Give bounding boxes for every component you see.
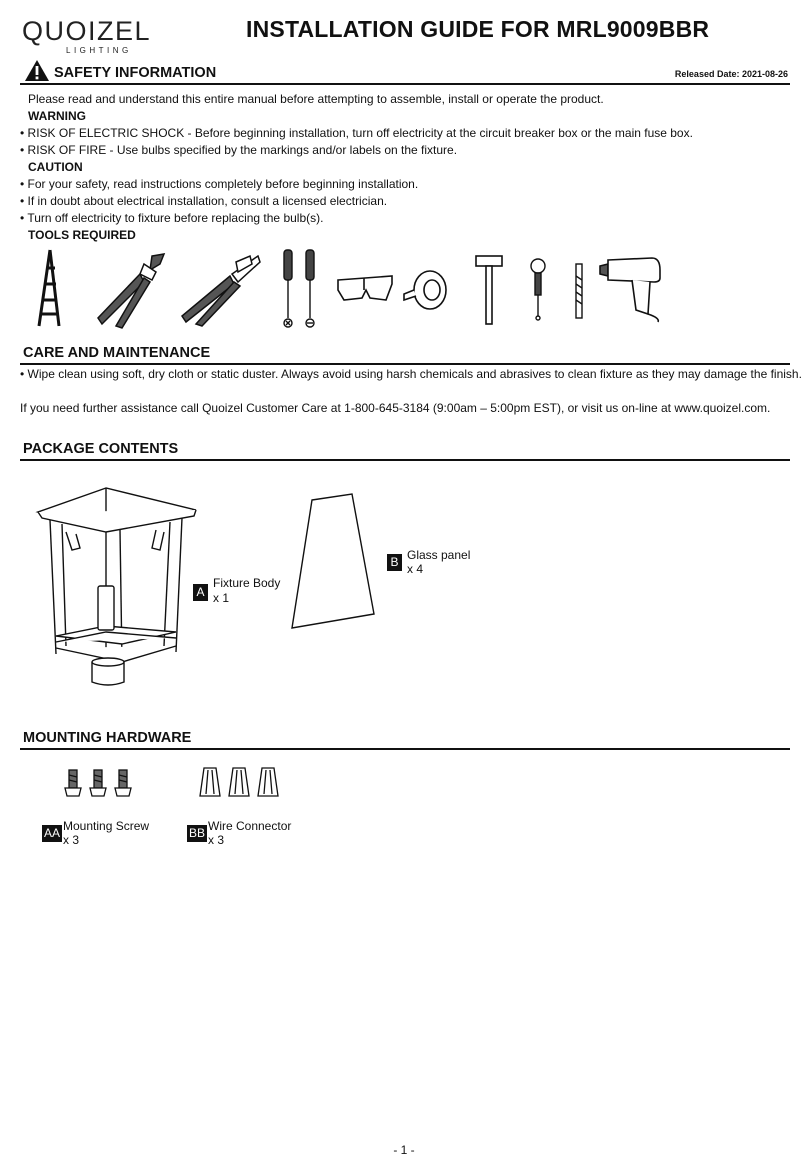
caution-item: • Turn off electricity to fixture before replacing the bulb(s).: [20, 211, 324, 225]
page-number: - 1 -: [393, 1143, 415, 1157]
pliers-icon: [94, 252, 166, 328]
warning-item: • RISK OF ELECTRIC SHOCK - Before beginning installation, turn off electricity at the circuit breaker box or the main fuse box.: [20, 126, 693, 140]
tape-icon: [400, 268, 450, 312]
caution-item: • If in doubt about electrical installation, consult a licensed electrician.: [20, 194, 388, 208]
page-title: INSTALLATION GUIDE FOR MRL9009BBR: [246, 16, 710, 42]
care-section-header: [20, 341, 790, 365]
hardware-section-header: [20, 726, 790, 750]
hardware-item-tag: AA: [44, 826, 61, 840]
hardware-item-name: Mounting Screw: [63, 819, 150, 833]
ladder-icon: [36, 248, 60, 328]
safety-intro: Please read and understand this entire manual before attempting to assemble, install or operate the product.: [28, 92, 604, 106]
power-drill-icon: [598, 252, 666, 324]
hardware-item-qty: x 3: [63, 833, 80, 847]
brand-logo: [22, 18, 172, 58]
caution-item: • For your safety, read instructions completely before beginning installation.: [20, 177, 419, 191]
safety-heading: SAFETY INFORMATION: [54, 65, 217, 81]
warning-label: WARNING: [28, 109, 86, 123]
glass-panel-illustration: [290, 492, 376, 630]
care-text: • Wipe clean using soft, dry cloth or static duster. Always avoid using harsh chemicals and abrasives to clean fixture as they may damage the finish.: [20, 367, 802, 381]
hammer-icon: [474, 254, 504, 326]
package-heading: PACKAGE CONTENTS: [23, 441, 179, 457]
package-item-tag: B: [387, 554, 402, 571]
safety-section-header: [20, 61, 790, 85]
package-item-qty: x 1: [213, 591, 230, 605]
hardware-item-name: Wire Connector: [208, 819, 292, 833]
hardware-heading: MOUNTING HARDWARE: [23, 730, 192, 746]
brand-name: QUOIZEL: [22, 16, 152, 46]
care-contact: If you need further assistance call Quoizel Customer Care at 1-800-645-3184 (9:00am – 5:00pm EST), or visit us on-line at www.quoizel.com.: [20, 401, 771, 415]
hardware-item-qty: x 3: [208, 833, 225, 847]
fixture-body-illustration: [36, 486, 200, 686]
drill-bit-icon: [572, 262, 586, 322]
warning-item: • RISK OF FIRE - Use bulbs specified by the markings and/or labels on the fixture.: [20, 143, 458, 157]
mounting-screw-illustration: [64, 770, 132, 800]
care-heading: CARE AND MAINTENANCE: [23, 345, 211, 361]
package-item-name: Glass panel: [407, 548, 471, 562]
wire-crimper-icon: [172, 252, 262, 328]
safety-glasses-icon: [334, 272, 396, 306]
wire-connector-illustration: [200, 766, 280, 802]
hardware-item-tag: BB: [189, 826, 206, 840]
package-item-tag: A: [193, 584, 208, 601]
package-item-qty: x 4: [407, 562, 424, 576]
tools-label: TOOLS REQUIRED: [28, 228, 136, 242]
released-date: Released Date: 2021-08-26: [674, 69, 788, 79]
brand-sub: LIGHTING: [66, 46, 132, 55]
package-section-header: [20, 437, 790, 461]
package-item-name: Fixture Body: [213, 576, 281, 590]
awl-icon: [528, 258, 550, 322]
warning-triangle-icon: [24, 59, 50, 82]
screwdrivers-icon: [278, 250, 320, 330]
caution-label: CAUTION: [28, 160, 83, 174]
